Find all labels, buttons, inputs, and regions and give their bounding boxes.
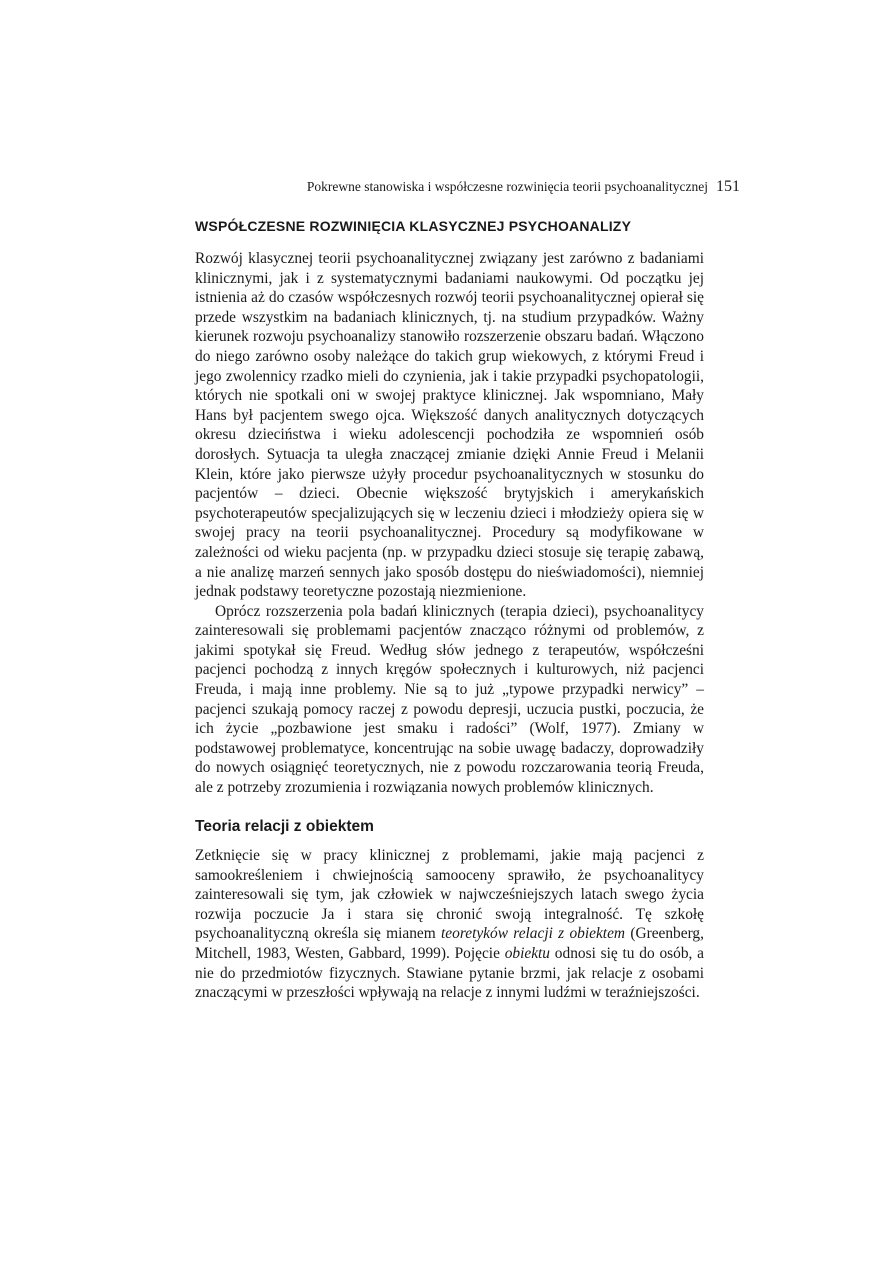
paragraph — [195, 846, 704, 1003]
subsection-heading: Teoria relacji z obiektem — [195, 818, 374, 835]
section-body — [195, 249, 704, 798]
text-run: Zetknięcie się w pracy klinicznej z problemami, jakie mają pacjenci z samookreśleniem i chwiejnością samooceny sprawiło, że psychoanalitycy zainteresowali się tym, jak człowiek w najwcześniejszych latach swego życia rozwija poczucie Ja i stara się chronić swoją integralność. Tę szkołę psychoanalityczną określa się mianem — [195, 847, 704, 943]
paragraph: Oprócz rozszerzenia pola badań klinicznych (terapia dzieci), psychoanalitycy zainteresowali się problemami pacjentów znacząco różnymi od problemów, z jakimi spotykał się Freud. Według słów jednego z terapeutów, współcześni pacjenci pochodzą z innych kręgów społecznych i kulturowych, niż pacjenci Freuda, i mają inne problemy. Nie są to już „typowe przypadki nerwicy” – pacjenci szukają pomocy raczej z powodu depresji, uczucia pustki, poczucia, że ich życie „pozbawione jest smaku i radości” (Wolf, 1977). Zmiany w podstawowej problematyce, koncentrując na sobie uwagę badaczy, doprowadziły do nowych osiągnięć teoretycznych, nie z powodu rozczarowania teorią Freuda, ale z potrzeby zrozumienia i rozwiązania nowych problemów klinicznych. — [195, 602, 704, 797]
text-run: odnosi się tu do osób, a nie do przedmiotów fizycznych. Stawiane pytanie brzmi, jak relacje z osobami znaczącymi w przeszłości wpływają na relacje z innymi ludźmi w teraźniejszości. — [195, 944, 704, 1002]
page-number: 151 — [716, 178, 740, 195]
running-head — [195, 178, 740, 196]
section-heading: WSPÓŁCZESNE ROZWINIĘCIA KLASYCZNEJ PSYCHOANALIZY — [195, 218, 632, 234]
emphasis-term: teoretyków relacji z obiektem — [441, 925, 626, 943]
text-run: (Greenberg, Mitchell, 1983, Westen, Gabbard, 1999). Pojęcie — [195, 925, 704, 962]
emphasis-term: obiektu — [504, 944, 551, 962]
paragraph: Rozwój klasycznej teorii psychoanalitycznej związany jest zarówno z badaniami klinicznymi, jak i z systematycznymi badaniami naukowymi. Od początku jej istnienia aż do czasów współczesnych rozwój teorii psychoanalitycznej opierał się przede wszystkim na badaniach klinicznych, tj. na studium przypadków. Ważny kierunek rozwoju psychoanalizy stanowiło rozszerzenie obszaru badań. Włączono do niego zarówno osoby należące do takich grup wiekowych, z którymi Freud i jego zwolennicy rzadko mieli do czynienia, jak i takie przypadki psychopatologii, których nie spotkali oni w swojej praktyce klinicznej. Jak wspomniano, Mały Hans był pacjentem swego ojca. Większość danych analitycznych dotyczących okresu dzieciństwa i wieku adolescencji pochodziła ze wspomnień osób dorosłych. Sytuacja ta uległa znaczącej zmianie dzięki Annie Freud i Melanii Klein, które jako pierwsze użyły procedur psychoanalitycznych w stosunku do pacjentów – dzieci. Obecnie większość brytyjskich i amerykańskich psychoterapeutów specjalizujących się w leczeniu dzieci i młodzieży opiera się w swojej pracy na teorii psychoanalitycznej. Procedury są modyfikowane w zależności od wieku pacjenta (np. w przypadku dzieci stosuje się terapię zabawą, a nie analizę marzeń sennych jako sposób dostępu do nieświadomości), niemniej jednak podstawy teoretyczne pozostają niezmienione. — [195, 250, 704, 601]
subsection-body — [195, 846, 704, 1003]
running-title: Pokrewne stanowiska i współczesne rozwinięcia teorii psychoanalitycznej — [306, 179, 708, 194]
